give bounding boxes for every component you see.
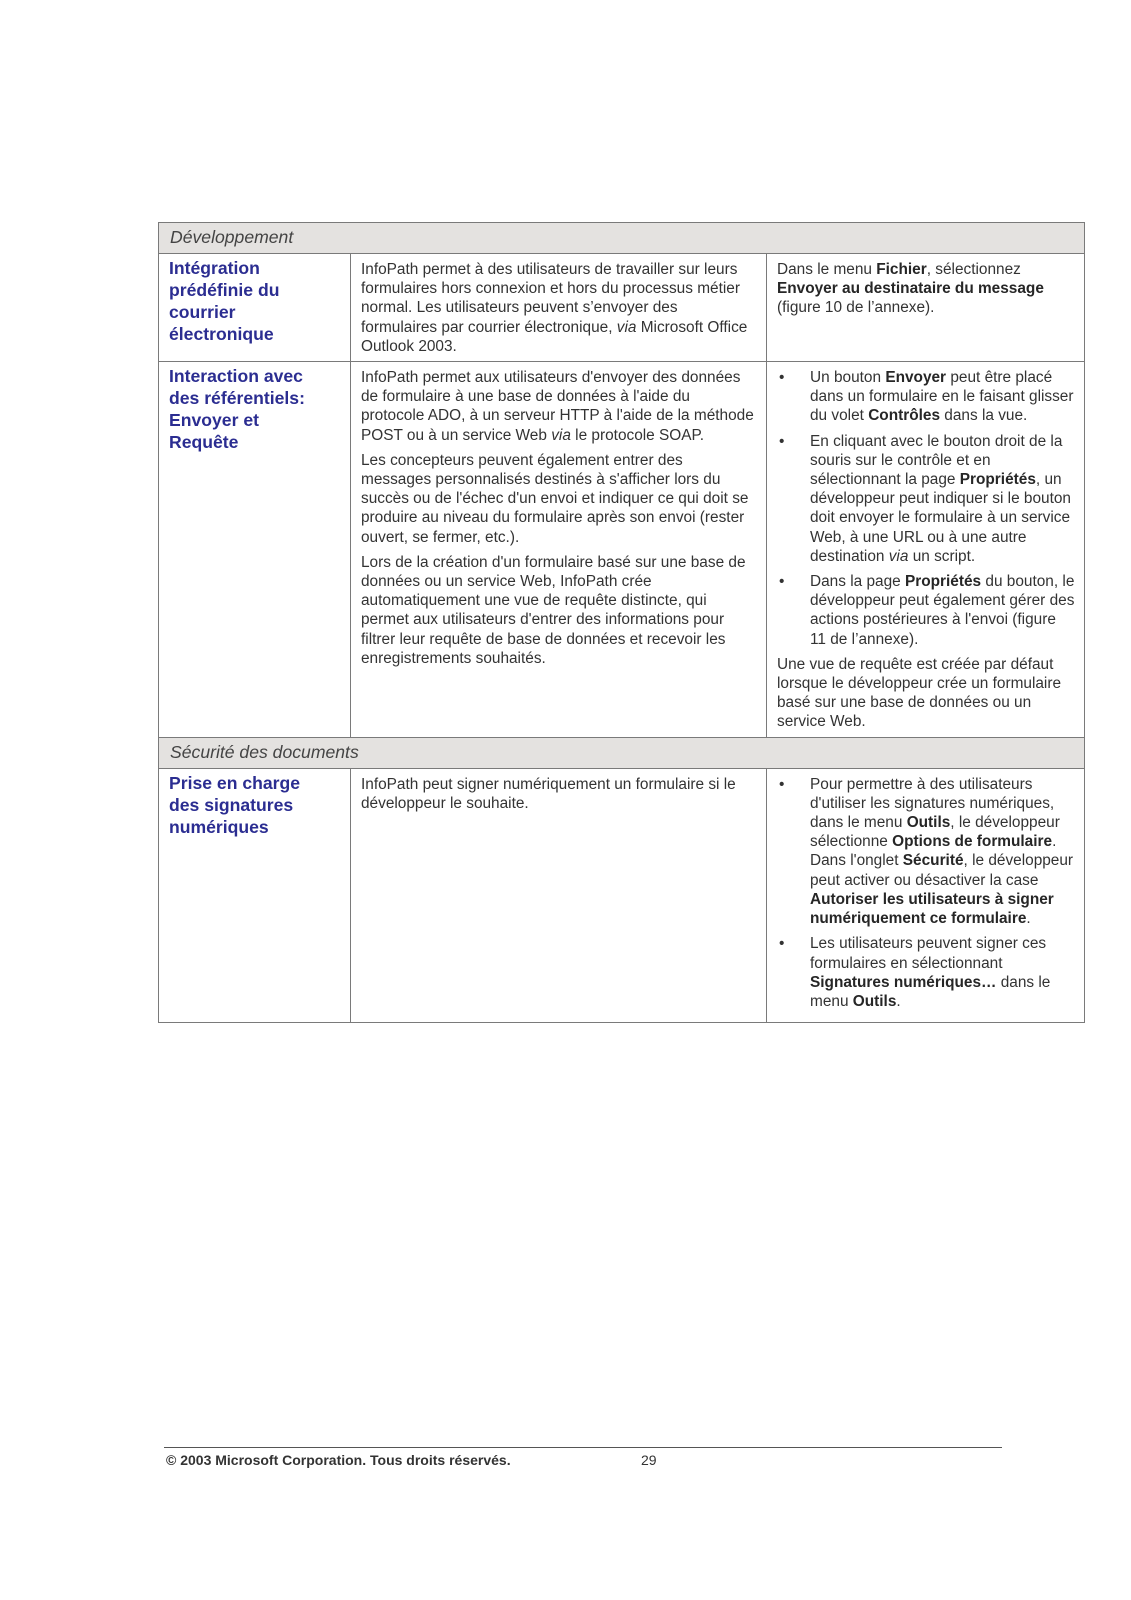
description-paragraph: Les concepteurs peuvent également entrer des messages personnalisés destinés à s'afficher lors du succès ou de l'échec d'un envoi et indiquer ce qui doit se produire au niveau du formulaire après son envoi (rester ouvert, se fermer, etc.). bbox=[361, 451, 749, 546]
section-header-developpement bbox=[159, 223, 1085, 254]
feature-description bbox=[351, 254, 767, 362]
feature-name: Intégration prédéfinie du courrier électronique bbox=[159, 254, 351, 362]
feature-description bbox=[351, 362, 767, 738]
description-paragraph: InfoPath permet à des utilisateurs de travailler sur leurs formulaires hors connexion et hors du processus métier normal. Les utilisateurs peuvent s’envoyer des formulaires par courrier électronique, via Microsoft Office Outlook 2003. bbox=[361, 261, 748, 355]
table-row bbox=[159, 254, 1085, 362]
table-row bbox=[159, 362, 1085, 738]
feature-name: Prise en charge des signatures numériques bbox=[159, 768, 351, 1022]
bullet-icon: • bbox=[779, 775, 785, 793]
page-number: 29 bbox=[641, 1452, 657, 1468]
description-paragraph: InfoPath permet aux utilisateurs d'envoyer des données de formulaire à une base de données à l'aide du protocole ADO, à un serveur HTTP à l'aide de la méthode POST ou à un service Web via le protocole SOAP. bbox=[361, 369, 754, 444]
feature-howto bbox=[767, 768, 1085, 1022]
table-row bbox=[159, 768, 1085, 1022]
bullet-icon: • bbox=[779, 432, 785, 450]
feature-name: Interaction avec des référentiels: Envoyer et Requête bbox=[159, 362, 351, 738]
list-item: • Pour permettre à des utilisateurs d'utiliser les signatures numériques, dans le menu Outils, le développeur sélectionne Options de formulaire. Dans l'onglet Sécurité, le développeur peut activer ou désactiver la case Autoriser les utilisateurs à signer numériquement ce formulaire. bbox=[779, 775, 1074, 928]
section-title: Sécurité des documents bbox=[159, 737, 1085, 768]
feature-description bbox=[351, 768, 767, 1022]
feature-howto bbox=[767, 362, 1085, 738]
footer-divider bbox=[164, 1447, 1002, 1448]
list-item: • Dans la page Propriétés du bouton, le développeur peut également gérer des actions postérieures à l'envoi (figure 11 de l’annexe). bbox=[779, 573, 1075, 648]
feature-howto bbox=[767, 254, 1085, 362]
section-header-securite bbox=[159, 737, 1085, 768]
howto-list bbox=[777, 368, 1075, 649]
description-paragraph: Lors de la création d'un formulaire basé sur une base de données ou un service Web, InfoPath crée automatiquement une vue de requête distincte, qui permet aux utilisateurs d'entrer des informations pour filtrer leur requête de base de données et recevoir les enregistrements souhaités. bbox=[361, 553, 746, 667]
section-title: Développement bbox=[159, 223, 1085, 254]
bullet-icon: • bbox=[779, 935, 785, 953]
description-paragraph: InfoPath peut signer numériquement un formulaire si le développeur le souhaite. bbox=[361, 775, 736, 812]
list-item: • Les utilisateurs peuvent signer ces formulaires en sélectionnant Signatures numériques… dans le menu Outils. bbox=[779, 935, 1051, 1010]
howto-paragraph: Une vue de requête est créée par défaut lorsque le développeur crée un formulaire basé sur une base de données ou un service Web. bbox=[777, 655, 1062, 731]
bullet-icon: • bbox=[779, 573, 785, 591]
list-item: • Un bouton Envoyer peut être placé dans un formulaire en le faisant glisser du volet Contrôles dans la vue. bbox=[779, 369, 1074, 425]
footer-copyright: © 2003 Microsoft Corporation. Tous droits réservés. bbox=[166, 1452, 511, 1468]
bullet-icon: • bbox=[779, 369, 785, 387]
feature-table bbox=[158, 222, 1085, 1023]
list-item: • En cliquant avec le bouton droit de la souris sur le contrôle et en sélectionnant la page Propriétés, un développeur peut indiquer si le bouton doit envoyer le formulaire à un service Web, à une URL ou à une autre destination via un script. bbox=[779, 432, 1071, 565]
howto-paragraph: Dans le menu Fichier, sélectionnez Envoyer au destinataire du message (figure 10 de l’annexe). bbox=[777, 261, 1044, 317]
howto-list bbox=[777, 775, 1075, 1011]
